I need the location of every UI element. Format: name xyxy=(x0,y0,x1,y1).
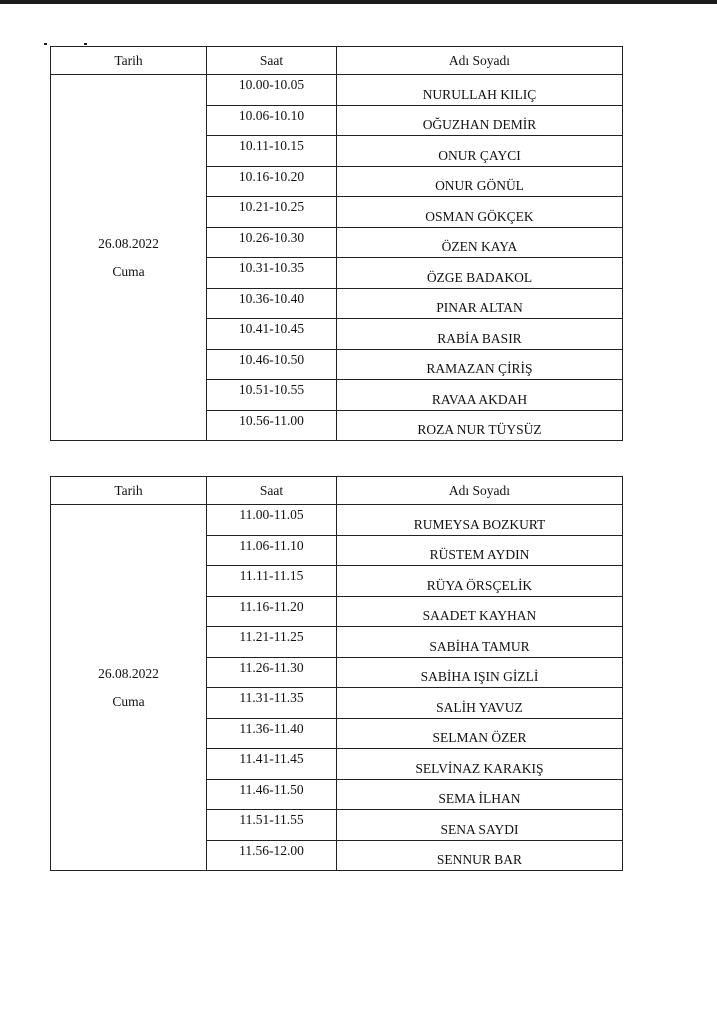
header-name: Adı Soyadı xyxy=(337,47,623,75)
weekday-text: Cuma xyxy=(112,263,145,279)
time-slot-cell: 10.11-10.15 xyxy=(207,136,337,167)
header-time: Saat xyxy=(207,477,337,505)
time-slot-cell: 10.56-11.00 xyxy=(207,410,337,441)
time-slot-cell: 10.31-10.35 xyxy=(207,258,337,289)
weekday-text: Cuma xyxy=(112,693,145,709)
time-slot-cell: 11.51-11.55 xyxy=(207,810,337,841)
table-body xyxy=(51,505,623,871)
schedule-table-2 xyxy=(50,476,623,871)
time-slot-cell: 11.11-11.15 xyxy=(207,566,337,597)
person-name-cell: ROZA NUR TÜYSÜZ xyxy=(337,410,623,441)
time-slot-cell: 11.21-11.25 xyxy=(207,627,337,658)
person-name-cell: SABİHA TAMUR xyxy=(337,627,623,658)
person-name-cell: RAVAA AKDAH xyxy=(337,380,623,411)
person-name-cell: SELMAN ÖZER xyxy=(337,718,623,749)
scan-top-border xyxy=(0,0,717,4)
time-slot-cell: 10.16-10.20 xyxy=(207,166,337,197)
table-body xyxy=(51,75,623,441)
person-name-cell: SENNUR BAR xyxy=(337,840,623,871)
time-slot-cell: 10.51-10.55 xyxy=(207,380,337,411)
person-name-cell: RUMEYSA BOZKURT xyxy=(337,505,623,536)
time-slot-cell: 11.26-11.30 xyxy=(207,657,337,688)
person-name-cell: ÖZEN KAYA xyxy=(337,227,623,258)
header-date: Tarih xyxy=(51,477,207,505)
date-text: 26.08.2022 xyxy=(98,235,159,251)
person-name-cell: SABİHA IŞIN GİZLİ xyxy=(337,657,623,688)
date-cell xyxy=(51,505,207,871)
time-slot-cell: 11.46-11.50 xyxy=(207,779,337,810)
person-name-cell: ONUR GÖNÜL xyxy=(337,166,623,197)
time-slot-cell: 10.21-10.25 xyxy=(207,197,337,228)
person-name-cell: RÜYA ÖRSÇELİK xyxy=(337,566,623,597)
person-name-cell: PINAR ALTAN xyxy=(337,288,623,319)
time-slot-cell: 11.06-11.10 xyxy=(207,535,337,566)
date-cell xyxy=(51,75,207,441)
table-row xyxy=(51,505,623,536)
person-name-cell: OSMAN GÖKÇEK xyxy=(337,197,623,228)
person-name-cell: SENA SAYDI xyxy=(337,810,623,841)
time-slot-cell: 11.16-11.20 xyxy=(207,596,337,627)
person-name-cell: ONUR ÇAYCI xyxy=(337,136,623,167)
person-name-cell: SAADET KAYHAN xyxy=(337,596,623,627)
person-name-cell: ÖZGE BADAKOL xyxy=(337,258,623,289)
person-name-cell: NURULLAH KILIÇ xyxy=(337,75,623,106)
person-name-cell: OĞUZHAN DEMİR xyxy=(337,105,623,136)
time-slot-cell: 11.36-11.40 xyxy=(207,718,337,749)
person-name-cell: RAMAZAN ÇİRİŞ xyxy=(337,349,623,380)
time-slot-cell: 10.41-10.45 xyxy=(207,319,337,350)
header-date: Tarih xyxy=(51,47,207,75)
person-name-cell: SALİH YAVUZ xyxy=(337,688,623,719)
table-row xyxy=(51,75,623,106)
time-slot-cell: 10.06-10.10 xyxy=(207,105,337,136)
person-name-cell: RABİA BASIR xyxy=(337,319,623,350)
person-name-cell: RÜSTEM AYDIN xyxy=(337,535,623,566)
person-name-cell: SEMA İLHAN xyxy=(337,779,623,810)
schedule-table-1 xyxy=(50,46,623,441)
table-header xyxy=(51,477,623,505)
person-name-cell: SELVİNAZ KARAKIŞ xyxy=(337,749,623,780)
header-name: Adı Soyadı xyxy=(337,477,623,505)
time-slot-cell: 10.36-10.40 xyxy=(207,288,337,319)
time-slot-cell: 11.00-11.05 xyxy=(207,505,337,536)
time-slot-cell: 10.26-10.30 xyxy=(207,227,337,258)
header-time: Saat xyxy=(207,47,337,75)
time-slot-cell: 11.31-11.35 xyxy=(207,688,337,719)
time-slot-cell: 11.41-11.45 xyxy=(207,749,337,780)
time-slot-cell: 10.46-10.50 xyxy=(207,349,337,380)
time-slot-cell: 11.56-12.00 xyxy=(207,840,337,871)
time-slot-cell: 10.00-10.05 xyxy=(207,75,337,106)
table-header xyxy=(51,47,623,75)
date-text: 26.08.2022 xyxy=(98,665,159,681)
